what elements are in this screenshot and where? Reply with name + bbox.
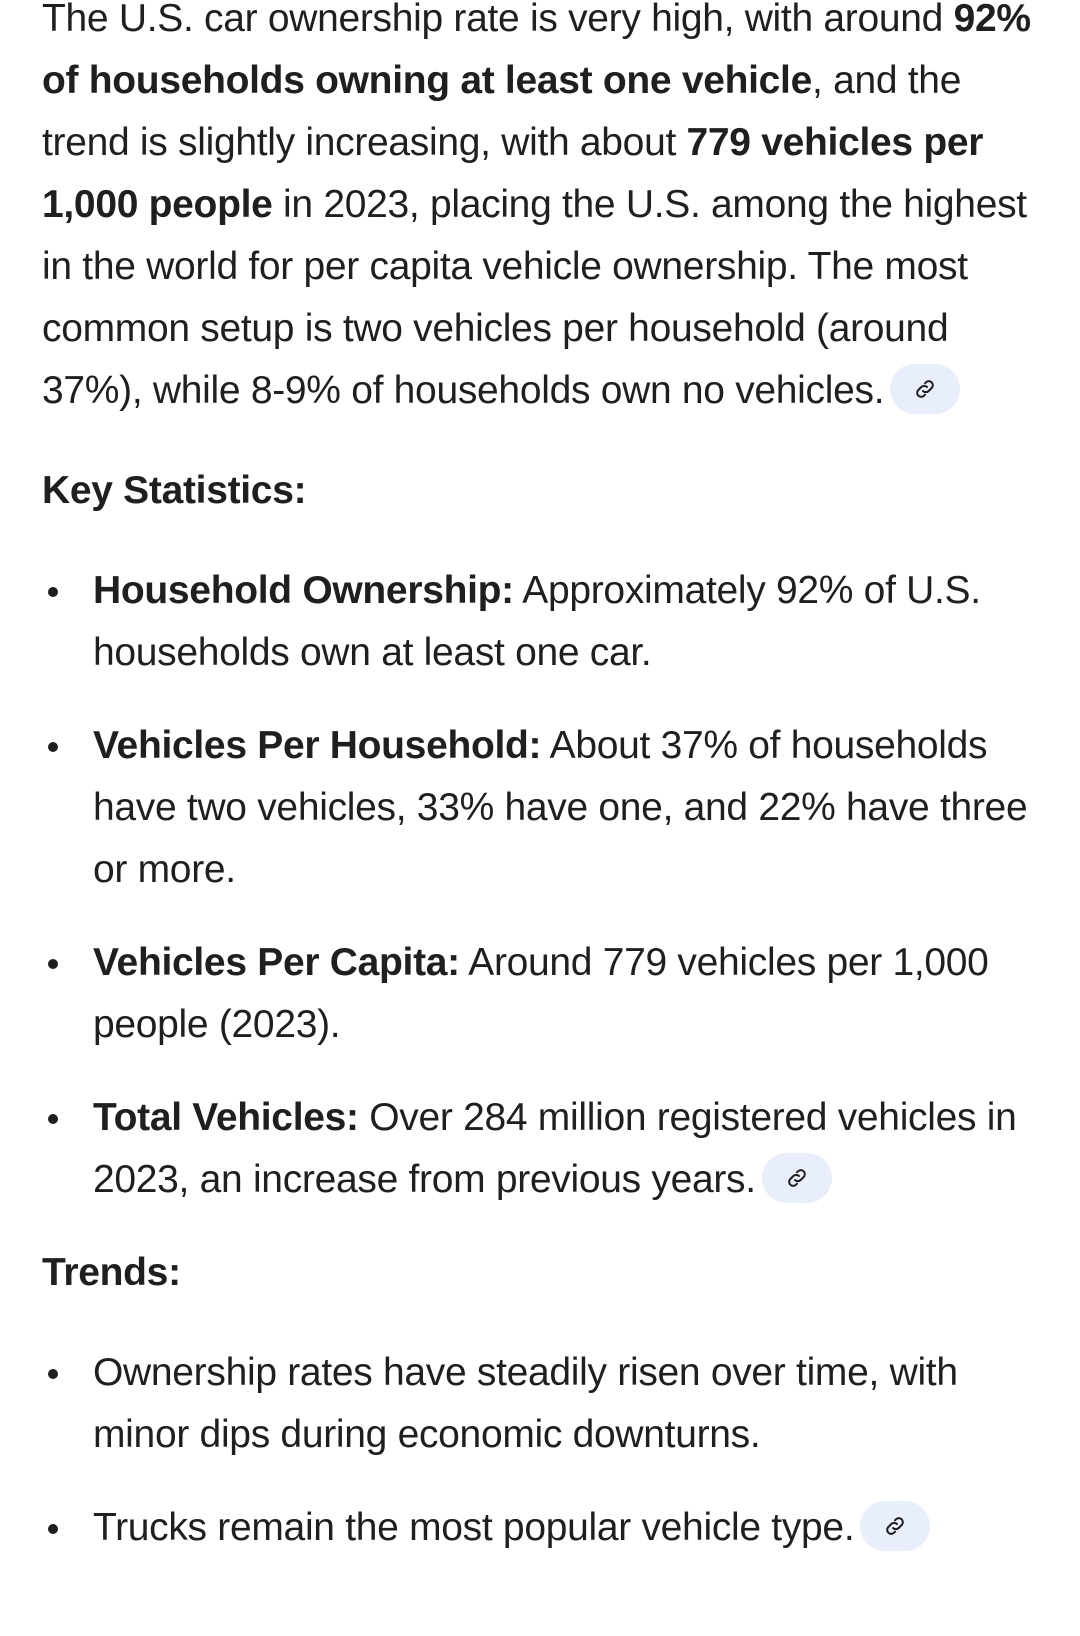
bullet-icon: [48, 742, 58, 752]
list-item: [42, 1087, 1052, 1211]
response-content: [42, 0, 1052, 1590]
intro-bold-ownership: 92% of households owning at least one vehicle: [42, 0, 1031, 102]
intro-text-1: The U.S. car ownership rate is very high, with around: [42, 0, 954, 40]
stat-text: Over 284 million registered vehicles in 2023, an increase from previous years.: [93, 1096, 1017, 1201]
trend-text: Ownership rates have steadily risen over time, with minor dips during economic downturns.: [93, 1351, 958, 1456]
intro-bold-per-capita: 779 vehicles per 1,000 people: [42, 121, 984, 226]
trend-text: Trucks remain the most popular vehicle type.: [93, 1506, 855, 1549]
link-icon: [883, 1514, 907, 1538]
list-item: [42, 1342, 1052, 1466]
list-item: [42, 1497, 1052, 1559]
source-link-chip[interactable]: [860, 1501, 930, 1551]
link-icon: [785, 1166, 809, 1190]
source-link-chip[interactable]: [890, 364, 960, 414]
stat-label: Vehicles Per Household:: [93, 724, 542, 767]
intro-text-3: in 2023, placing the U.S. among the highest in the world for per capita vehicle ownership. The most common setup is two vehicles per household (around 37%), while 8-9% of households own no vehicles.: [42, 183, 1027, 412]
bullet-icon: [48, 1114, 58, 1124]
trends-heading: Trends:: [42, 1251, 181, 1294]
intro-text-2: , and the trend is slightly increasing, with about: [42, 59, 962, 164]
bullet-icon: [48, 1524, 58, 1534]
stat-text: Around 779 vehicles per 1,000 people (2023).: [93, 941, 989, 1046]
trends-list: [42, 1342, 1052, 1559]
stat-label: Vehicles Per Capita:: [93, 941, 460, 984]
stat-label: Total Vehicles:: [93, 1096, 359, 1139]
stat-label: Household Ownership:: [93, 569, 514, 612]
bullet-icon: [48, 587, 58, 597]
bullet-icon: [48, 959, 58, 969]
list-item: [42, 932, 1052, 1056]
bullet-icon: [48, 1369, 58, 1379]
stat-text: Approximately 92% of U.S. households own at least one car.: [93, 569, 981, 674]
key-statistics-heading: Key Statistics:: [42, 469, 307, 512]
intro-paragraph: [42, 0, 1052, 422]
stat-text: About 37% of households have two vehicles, 33% have one, and 22% have three or more.: [93, 724, 1028, 891]
list-item: [42, 715, 1052, 901]
list-item: [42, 560, 1052, 684]
key-statistics-list: [42, 560, 1052, 1211]
link-icon: [913, 377, 937, 401]
source-link-chip[interactable]: [762, 1153, 832, 1203]
